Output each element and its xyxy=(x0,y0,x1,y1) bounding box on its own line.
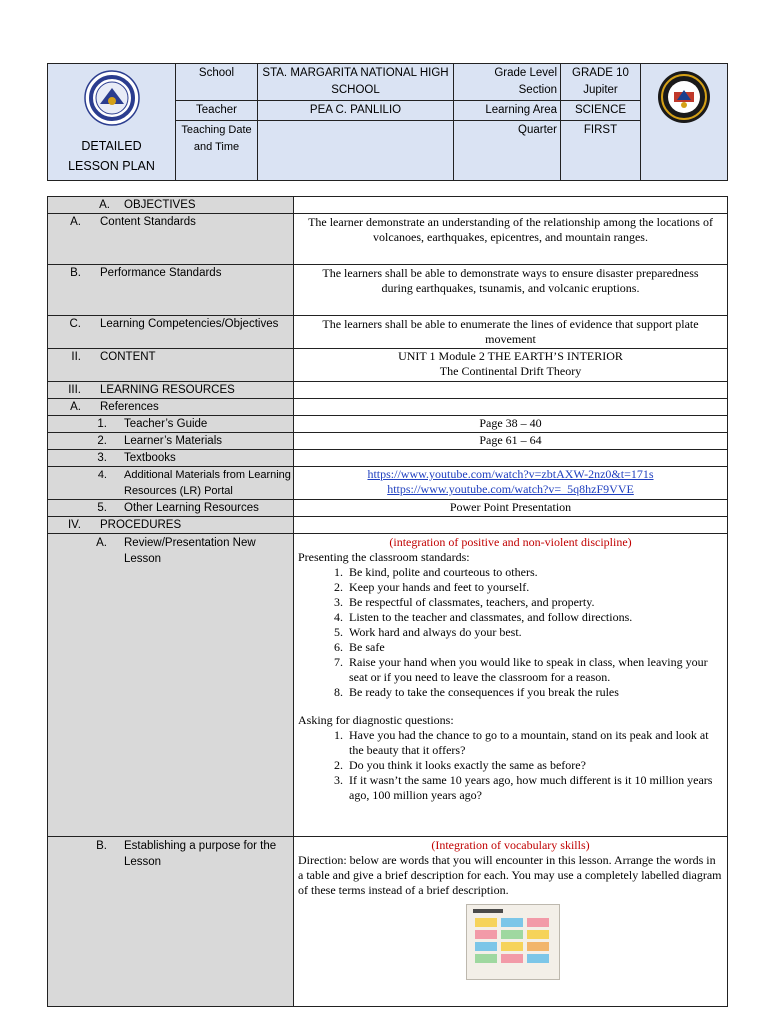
teachers-guide-label: Teacher’s Guide xyxy=(124,418,208,430)
content-standards-value: The learner demonstrate an understanding of the relationship among the locations of volcanoes, earthquakes, epicentres, and mountain ranges. xyxy=(294,214,728,265)
references-label: References xyxy=(100,401,159,413)
competencies-label: Learning Competencies/Objectives xyxy=(100,318,279,330)
date-label: Teaching Date and Time xyxy=(176,121,258,181)
diagnostic-intro: Asking for diagnostic questions: xyxy=(298,713,454,727)
content-value-topic: The Continental Drift Theory xyxy=(439,364,582,378)
school-seal-icon xyxy=(657,70,711,124)
grade-value: GRADE 10 Jupiter xyxy=(561,64,641,101)
performance-standards-label: Performance Standards xyxy=(100,267,222,279)
additional-materials-label: Additional Materials from Learning Resources (LR) Portal xyxy=(124,469,291,497)
diagnostic-questions-list xyxy=(298,728,723,803)
review-content xyxy=(294,534,728,837)
area-value: SCIENCE xyxy=(561,101,641,121)
list-item: 8. Be ready to take the consequences if you break the rules xyxy=(346,685,723,700)
area-label: Learning Area xyxy=(454,101,561,121)
teachers-guide-value: Page 38 – 40 xyxy=(294,416,728,433)
list-item: 1. Have you had the chance to go to a mountain, stand on its peak and look at the beauty that it offers? xyxy=(346,728,723,758)
objectives-heading: OBJECTIVES xyxy=(124,199,196,211)
school-value: STA. MARGARITA NATIONAL HIGH SCHOOL xyxy=(258,64,454,101)
quarter-label: Quarter xyxy=(454,121,561,181)
textbooks-value xyxy=(294,450,728,467)
teacher-value: PEA C. PANLILIO xyxy=(258,101,454,121)
review-integration-note: (integration of positive and non-violent discipline) xyxy=(389,535,632,549)
purpose-direction: Direction: below are words that you will encounter in this lesson. Arrange the words in a table and give a brief description for each. You may use a completely labelled diagram of these terms instead of a brief description. xyxy=(298,853,722,897)
lesson-plan-table: A. OBJECTIVES A. Content Standards The learner demonstrate an understanding of the relationship among the locations of volcanoes, earthquakes, epicentres, and mountain ranges. B. Performance Standards The learners shall be able to demonstrate ways to ensure disaster preparedness during earthquakes, tsunamis, and volcanic eruptions. C. Learning Competencies/Objectives The learners shall be able to enumerate the lines of evidence that support plate movement II. CONTENT UNIT 1 Module 2 THE EARTH’S INTERIOR The Continental Drift Theory III. LEARNING RESOURCES A. References 1. Teacher’s Guide Page 38 – 40 2. Learner’s Materials Page 61 – 64 3. Textbooks 4. Additional Materials from Learning Resources (LR) Portal https://www.youtube.com/watch?v=zbtAXW-2nz0&t=171s https://www.youtube.com/watch?v=_5q8hzF9VVE 5. Other Learning Resources Power Point Presentation IV. PROCEDURES A. Review/Presentation New Lesson (integration of positive and non-violent discipline) Presenting the classroom standards: 1. Be kind, polite and courteous to others. 2. Keep your hands and feet to yourself. 3. Be respectful of classmates, teachers, and property. 4. Listen to the teacher and classmates, and follow directions. 5. Work hard and always do your best. 6. Be safe 7. Raise your hand when you would like to speak in class, when leaving your seat or if you need to leave the classroom for a reason. 8. Be ready to take the consequences if you break the rules Asking for diagnostic questions: 1. Have you had the chance to go to a mountain, stand on its peak and look at the beauty that it offers? 2. Do you think it looks exactly the same as before? 3. If it wasn’t the same 10 years ago, how much different is it 10 million years ago, 100 million years ago? B. Establishing a purpose for the Lesson (Integration of vocabulary skills) Direction: below are words that you will encounter in this lesson. Arrange the words in a table and give a brief description for each. You may use a completely labelled diagram of these terms instead of a brief description. xyxy=(47,196,728,1007)
competencies-value: The learners shall be able to enumerate the lines of evidence that support plate movement xyxy=(294,316,728,349)
quarter-value: FIRST xyxy=(561,121,641,181)
purpose-integration-note: (Integration of vocabulary skills) xyxy=(431,838,590,852)
lesson-plan-header xyxy=(47,63,728,181)
other-resources-value: Power Point Presentation xyxy=(294,500,728,517)
list-item: 1. Be kind, polite and courteous to others. xyxy=(346,565,723,580)
content-value-unit: UNIT 1 Module 2 THE EARTH’S INTERIOR xyxy=(398,349,623,363)
list-item: 6. Be safe xyxy=(346,640,723,655)
youtube-link-2[interactable]: https://www.youtube.com/watch?v=_5q8hzF9VVE xyxy=(387,482,634,496)
vocabulary-table-image xyxy=(466,904,560,980)
deped-seal-icon xyxy=(84,70,140,126)
classroom-standards-list xyxy=(298,565,723,700)
textbooks-label: Textbooks xyxy=(124,452,176,464)
grade-label: Grade Level Section xyxy=(454,64,561,101)
deped-logo-cell xyxy=(48,64,176,181)
list-item: 7. Raise your hand when you would like to speak in class, when leaving your seat or if you need to leave the classroom for a reason. xyxy=(346,655,723,685)
learners-materials-value: Page 61 – 64 xyxy=(294,433,728,450)
list-item: 2. Do you think it looks exactly the same as before? xyxy=(346,758,723,773)
list-item: 3. Be respectful of classmates, teachers, and property. xyxy=(346,595,723,610)
other-resources-label: Other Learning Resources xyxy=(124,502,259,514)
performance-standards-value: The learners shall be able to demonstrate ways to ensure disaster preparedness during earthquakes, tsunamis, and volcanic eruptions. xyxy=(294,265,728,316)
procedures-heading: PROCEDURES xyxy=(100,519,182,531)
content-label: CONTENT xyxy=(100,351,156,363)
content-standards-label: Content Standards xyxy=(100,216,196,228)
teacher-label: Teacher xyxy=(176,101,258,121)
purpose-label: Establishing a purpose for the Lesson xyxy=(124,840,277,868)
list-item: 4. Listen to the teacher and classmates, and follow directions. xyxy=(346,610,723,625)
list-item: 5. Work hard and always do your best. xyxy=(346,625,723,640)
purpose-content xyxy=(294,837,728,1007)
date-value xyxy=(258,121,454,181)
list-item: 3. If it wasn’t the same 10 years ago, how much different is it 10 million years ago, 100 million years ago? xyxy=(346,773,723,803)
learners-materials-label: Learner’s Materials xyxy=(124,435,223,447)
list-item: 2. Keep your hands and feet to yourself. xyxy=(346,580,723,595)
document-title: DETAILED LESSON PLAN xyxy=(68,139,155,173)
youtube-link-1[interactable]: https://www.youtube.com/watch?v=zbtAXW-2nz0&t=171s xyxy=(367,467,654,481)
vocabulary-table-thumbnail-icon xyxy=(467,905,559,979)
school-label: School xyxy=(176,64,258,101)
review-label: Review/Presentation New Lesson xyxy=(124,537,256,565)
resources-heading: LEARNING RESOURCES xyxy=(100,384,235,396)
standards-intro: Presenting the classroom standards: xyxy=(298,550,470,564)
school-logo-cell xyxy=(641,64,728,181)
